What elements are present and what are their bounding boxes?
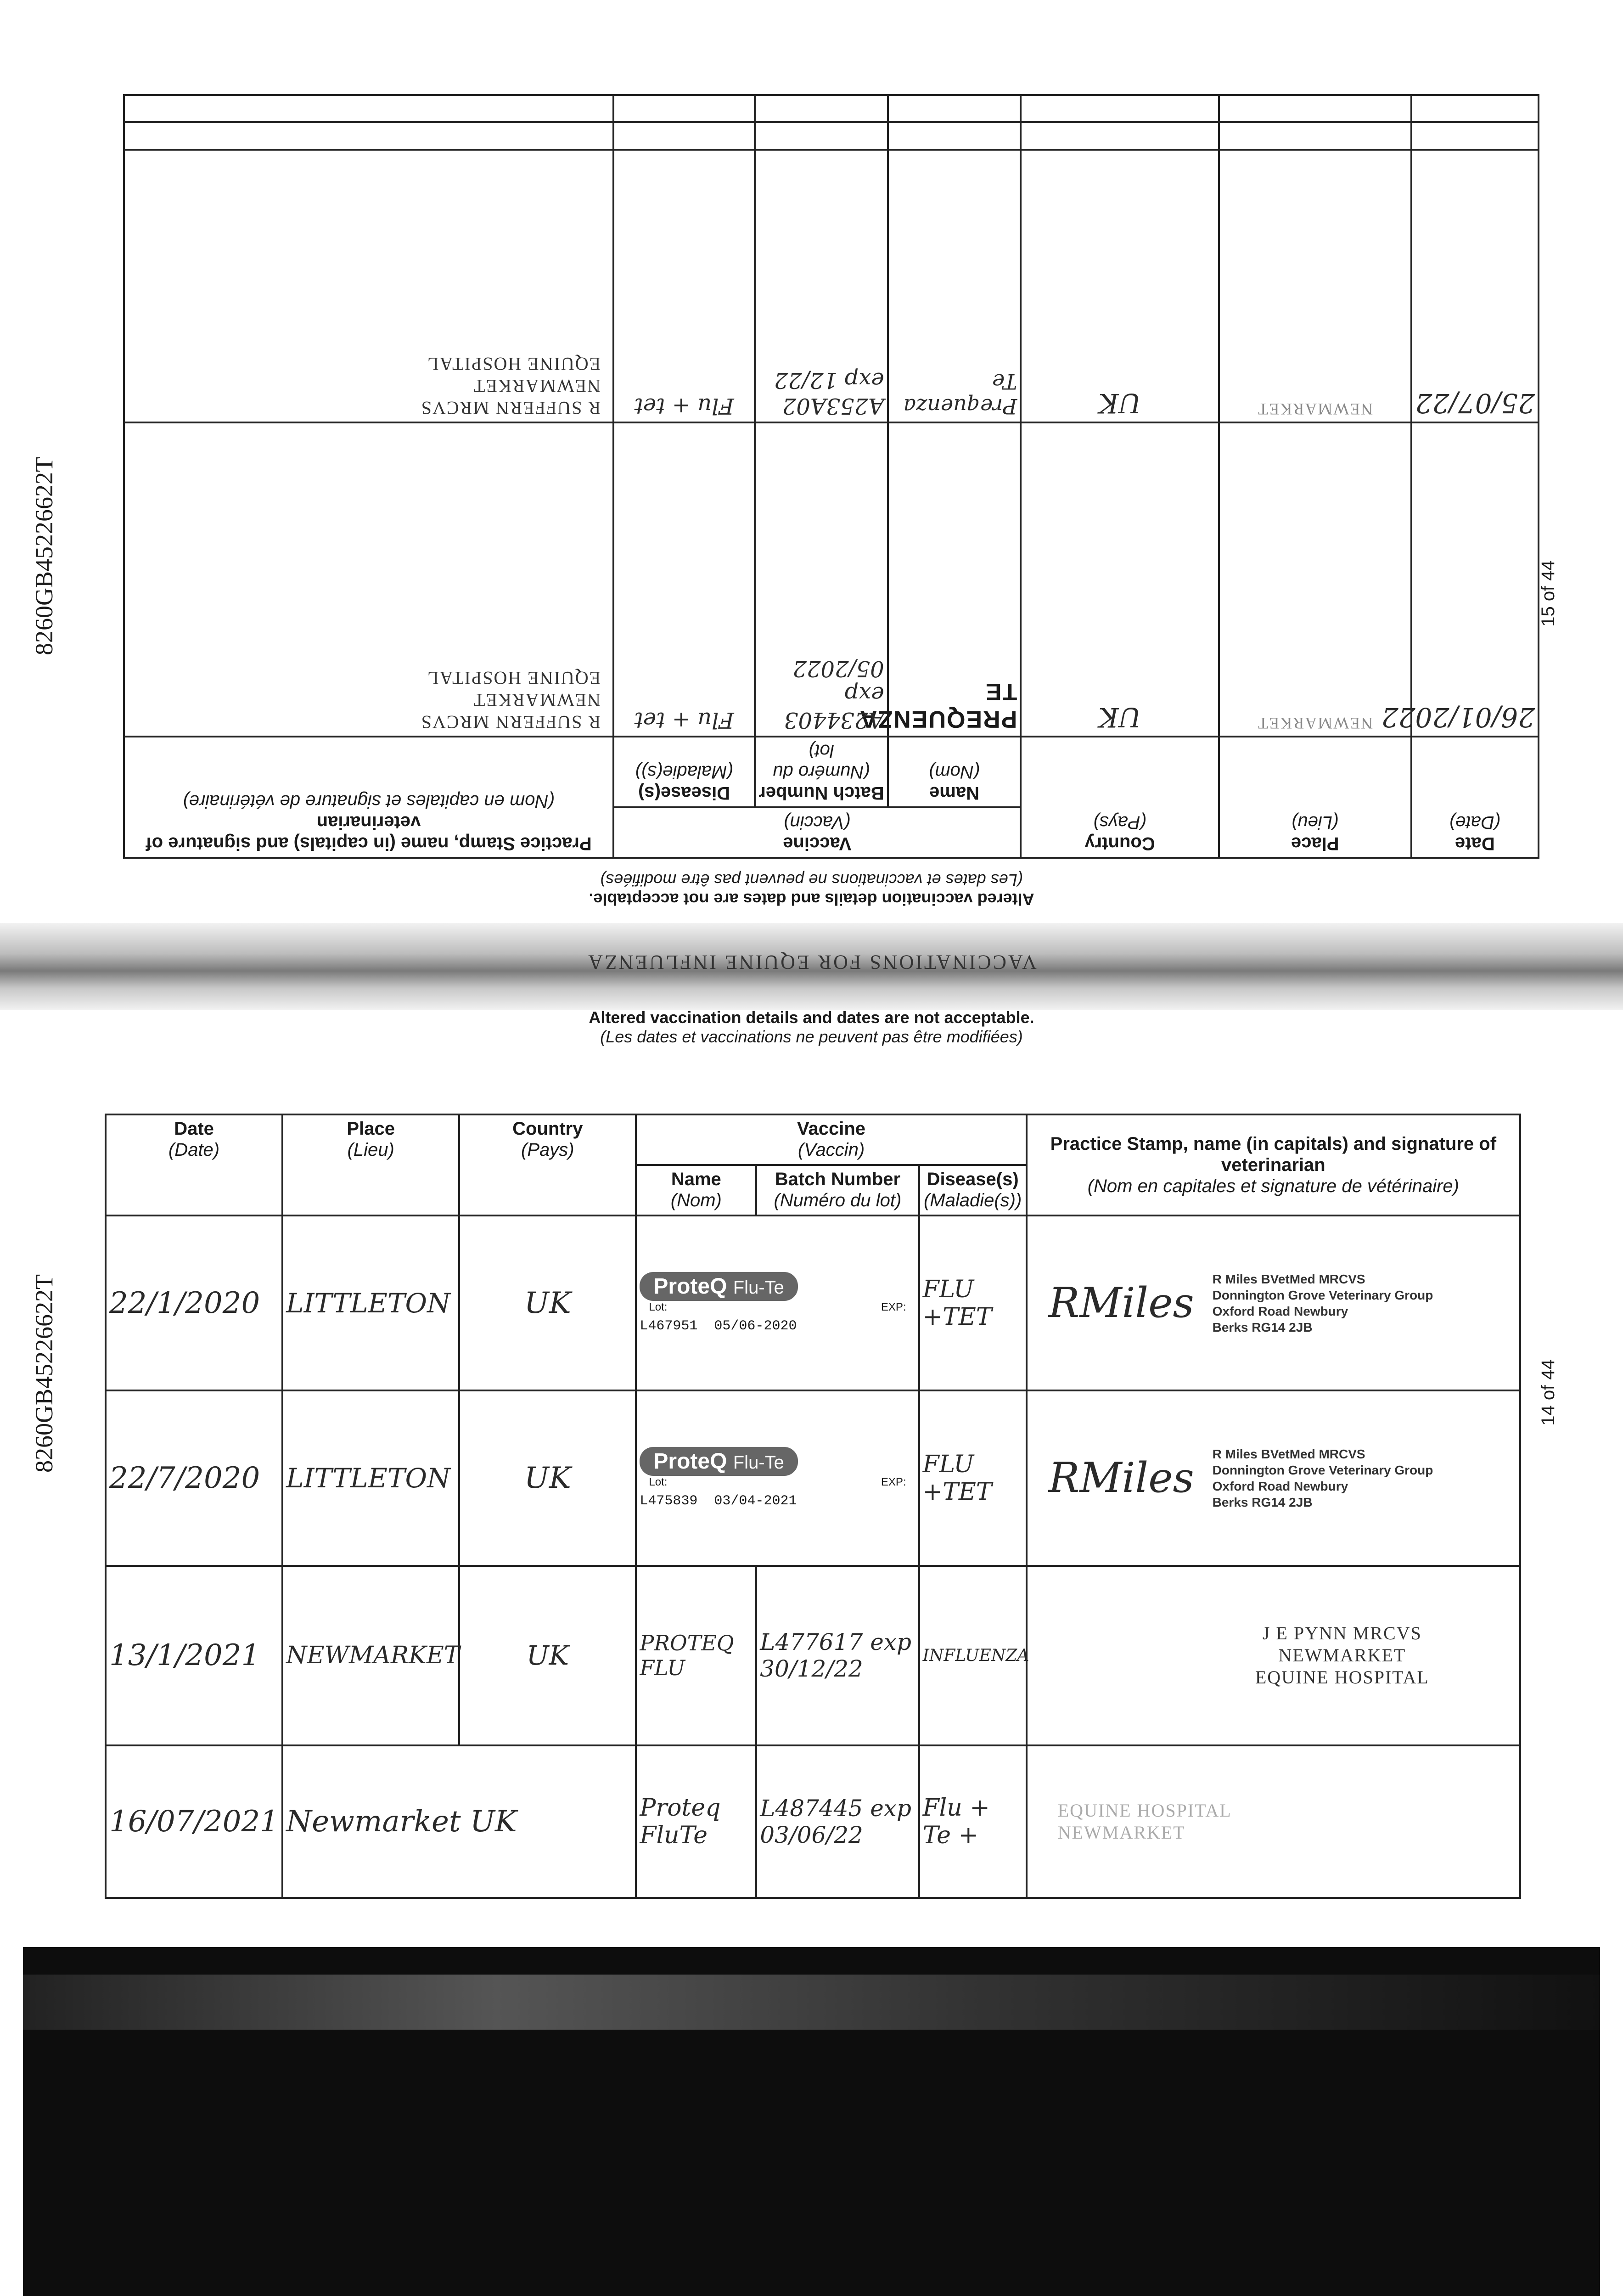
upper-header-stamp: Practice Stamp, name (in capitals) and signature of veterinarian (Nom en capitales et signature de vétérinaire) [124, 737, 613, 858]
stamp-line: R SUFFERN MRCVS [420, 712, 601, 732]
lower-row-country: UK [459, 1216, 636, 1390]
upper-notice: Altered vaccination details and dates are not acceptable. (Les dates et vaccinations ne peuvent pas être modifiées) [589, 871, 1034, 909]
upper-row-disease: Flu + tet [613, 422, 755, 737]
lower-row-disease: Flu + Te + [919, 1745, 1027, 1898]
lower-row-place: LITTLETON [282, 1390, 459, 1565]
stamp-line: NEWMARKET [1057, 1822, 1185, 1843]
stamp-line: R SUFFERN MRCVS [420, 398, 601, 419]
serial-number-lower: 8260GB45226622T [30, 1274, 58, 1473]
stamp-line: NEWMARKET [1278, 1645, 1406, 1666]
lower-row-date: 22/1/2020 [106, 1216, 282, 1390]
lower-row-date: 16/07/2021 [106, 1745, 282, 1898]
lower-table-row [106, 1566, 1520, 1745]
serial-number-upper: 8260GB45226622T [30, 457, 58, 655]
lower-row-place: Newmarket UK [282, 1745, 636, 1898]
stamp-line: EQUINE HOSPITAL [1057, 1800, 1232, 1821]
lower-table-row [106, 1390, 1520, 1565]
upper-row-batch: A253A02 exp 12/22 [755, 150, 888, 422]
stamp-line: EQUINE HOSPITAL [427, 354, 601, 375]
upper-row-name: PREQUENZA TE [888, 422, 1021, 737]
upper-table-row [124, 150, 1539, 422]
scanner-shadow-highlight [23, 1975, 1600, 2030]
lower-row-batch: L487445 exp 03/06/22 [756, 1745, 919, 1898]
lower-vaccination-table [105, 1114, 1521, 1899]
upper-row-stamp [124, 150, 613, 422]
exp-label: EXP: [881, 1301, 906, 1314]
proteq-sticker: ProteQ Flu-Te [640, 1272, 798, 1301]
lot-label: Lot: [649, 1301, 668, 1314]
lower-row-stamp [1027, 1390, 1520, 1565]
stamp-line: Donnington Grove Veterinary Group [1212, 1288, 1433, 1302]
lower-header-disease: Disease(s) (Maladie(s)) [919, 1165, 1027, 1216]
lower-table-row [106, 1216, 1520, 1390]
upper-row-place: NEWMARKET [1219, 422, 1411, 737]
lower-row-vaccine-sticker [636, 1390, 919, 1565]
signature: RMiles [1048, 1454, 1194, 1503]
upper-row-country: UK [1021, 422, 1219, 737]
lower-row-name: PROTEQ FLU [636, 1566, 756, 1745]
lot-label: Lot: [649, 1476, 668, 1489]
upper-table-row-empty [124, 95, 1539, 122]
lower-row-disease: FLU +TET [919, 1390, 1027, 1565]
lower-header-name: Name (Nom) [636, 1165, 756, 1216]
upper-row-stamp [124, 422, 613, 737]
upper-row-disease: Flu + tet [613, 150, 755, 422]
stamp-line: NEWMARKET [473, 376, 601, 397]
upper-header-date: Date (Date) [1411, 737, 1539, 858]
lower-row-country: UK [459, 1566, 636, 1745]
lower-header-date: Date (Date) [106, 1114, 282, 1216]
lower-row-date: 22/7/2020 [106, 1390, 282, 1565]
stamp-line: R Miles BVetMed MRCVS [1212, 1446, 1365, 1461]
lower-row-stamp [1027, 1216, 1520, 1390]
upper-vaccination-table [123, 94, 1539, 859]
stamp-line: EQUINE HOSPITAL [427, 668, 601, 688]
exp-value: 05/06-2020 [714, 1318, 797, 1334]
upper-table-row-empty [124, 122, 1539, 149]
lower-row-disease: FLU +TET [919, 1216, 1027, 1390]
page-number-lower: 14 of 44 [1538, 1359, 1558, 1426]
upper-row-place: NEWMARKET [1219, 150, 1411, 422]
lower-row-batch: L477617 exp 30/12/22 [756, 1566, 919, 1745]
upper-header-country: Country (Pays) [1021, 737, 1219, 858]
lower-row-place: LITTLETON [282, 1216, 459, 1390]
lower-row-disease: INFLUENZA [919, 1566, 1027, 1745]
upper-row-batch: A234403 exp 05/2022 [755, 422, 888, 737]
stamp-line: Berks RG14 2JB [1212, 1495, 1313, 1509]
lower-row-date: 13/1/2021 [106, 1566, 282, 1745]
lower-row-country: UK [459, 1390, 636, 1565]
upper-row-country: UK [1021, 150, 1219, 422]
stamp-line: J E PYNN MRCVS [1262, 1623, 1422, 1644]
lower-header-batch: Batch Number (Numéro du lot) [756, 1165, 919, 1216]
lower-row-stamp [1027, 1566, 1520, 1745]
proteq-sticker: ProteQ Flu-Te [640, 1447, 798, 1476]
stamp-line: Donnington Grove Veterinary Group [1212, 1463, 1433, 1477]
lower-header-country: Country (Pays) [459, 1114, 636, 1216]
lower-row-place: NEWMARKET [282, 1566, 459, 1745]
upper-header-batch: Batch Number (Numéro du lot) [755, 737, 888, 807]
upper-row-name: Prequenza Te [888, 150, 1021, 422]
signature: RMiles [1048, 1279, 1194, 1328]
page-number-upper: 15 of 44 [1538, 560, 1558, 627]
lower-notice: Altered vaccination details and dates are not acceptable. (Les dates et vaccinations ne peuvent pas être modifiées) [589, 1008, 1034, 1046]
stamp-line: Berks RG14 2JB [1212, 1320, 1313, 1334]
stamp-line: Oxford Road Newbury [1212, 1479, 1348, 1493]
stamp-line: NEWMARKET [473, 690, 601, 710]
lower-row-vaccine-sticker [636, 1216, 919, 1390]
upper-header-disease: Disease(s) (Maladie(s)) [613, 737, 755, 807]
exp-label: EXP: [881, 1476, 906, 1489]
lower-table-row [106, 1745, 1520, 1898]
stamp-line: Oxford Road Newbury [1212, 1304, 1348, 1318]
lot-value: L467951 [640, 1318, 698, 1334]
spine-band-title: VACCINATIONS FOR EQUINE INFLUENZA [586, 951, 1037, 974]
upper-table-row [124, 422, 1539, 737]
lower-row-stamp [1027, 1745, 1520, 1898]
upper-header-vaccine: Vaccine (Vaccin) [613, 807, 1021, 858]
lower-header-place: Place (Lieu) [282, 1114, 459, 1216]
upper-row-date: 26/01/2022 [1411, 422, 1539, 737]
stamp-line: EQUINE HOSPITAL [1255, 1667, 1429, 1688]
upper-row-date: 25/07/22 [1411, 150, 1539, 422]
lower-row-name: Proteq FluTe [636, 1745, 756, 1898]
upper-header-name: Name (Nom) [888, 737, 1021, 807]
lower-header-stamp: Practice Stamp, name (in capitals) and signature of veterinarian (Nom en capitales et signature de vétérinaire) [1027, 1114, 1520, 1216]
lot-value: L475839 [640, 1493, 698, 1509]
upper-header-place: Place (Lieu) [1219, 737, 1411, 858]
lower-header-vaccine: Vaccine (Vaccin) [636, 1114, 1026, 1165]
stamp-line: R Miles BVetMed MRCVS [1212, 1272, 1365, 1286]
exp-value: 03/04-2021 [714, 1493, 797, 1509]
